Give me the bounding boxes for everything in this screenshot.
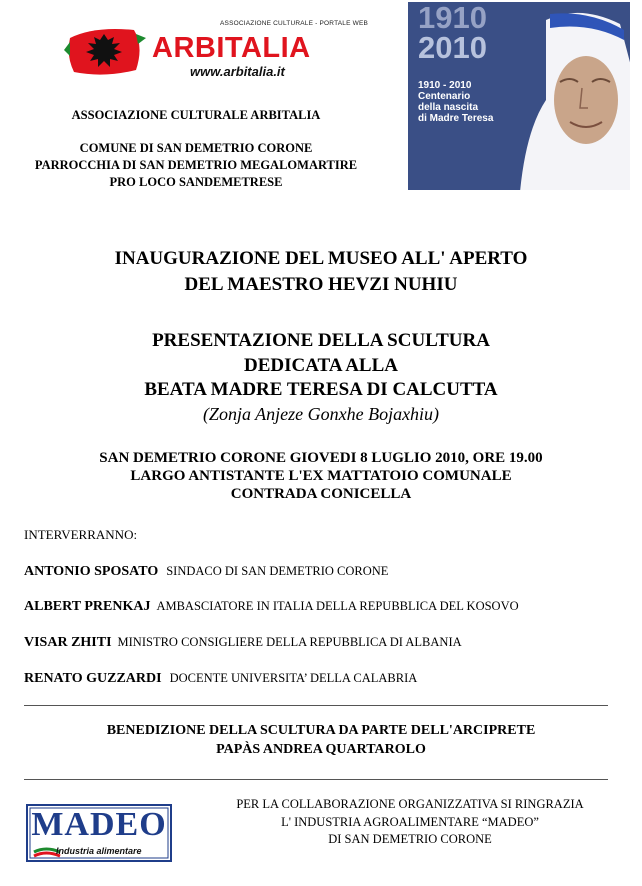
speaker-row xyxy=(24,669,417,687)
thanks-line: DI SAN DEMETRIO CORONE xyxy=(328,832,492,846)
thanks-line: L' INDUSTRIA AGROALIMENTARE “MADEO” xyxy=(281,815,539,829)
event-place-line: LARGO ANTISTANTE L'EX MATTATOIO COMUNALE xyxy=(130,468,512,484)
speaker-row xyxy=(24,562,388,580)
poster-caption-line: della nascita xyxy=(418,102,479,113)
blessing-line: BENEDIZIONE DELLA SCULTURA DA PARTE DELL'ARCIPRETE xyxy=(106,723,536,738)
event-date-line: SAN DEMETRIO CORONE GIOVEDI 8 LUGLIO 2010, ORE 19.00 xyxy=(99,450,543,466)
organizer-line: COMUNE DI SAN DEMETRIO CORONE xyxy=(79,141,313,155)
logo-url[interactable]: www.arbitalia.it xyxy=(190,64,285,79)
speaker-role: SINDACO DI SAN DEMETRIO CORONE xyxy=(166,564,389,578)
poster-caption-line: Centenario xyxy=(418,91,471,102)
logo-name: ARBITALIA xyxy=(152,32,311,64)
logo-association-line: ASSOCIAZIONE CULTURALE - PORTALE WEB xyxy=(220,20,369,27)
madeo-logo-tagline: Industria alimentare xyxy=(56,846,142,856)
speakers-heading: INTERVERRANNO: xyxy=(24,527,138,542)
speaker-role: DOCENTE UNIVERSITA’ DELLA CALABRIA xyxy=(169,671,418,685)
title-line: BEATA MADRE TERESA DI CALCUTTA xyxy=(144,379,498,400)
madeo-logo-name: MADEO xyxy=(31,806,167,843)
speaker-name: ALBERT PRENKAJ xyxy=(24,599,151,614)
poster-caption-line: di Madre Teresa xyxy=(418,113,494,124)
speaker-row xyxy=(24,597,519,615)
blessing-line: PAPÀS ANDREA QUARTAROLO xyxy=(216,742,426,757)
speaker-name: RENATO GUZZARDI xyxy=(24,671,162,686)
organizer-line: PARROCCHIA DI SAN DEMETRIO MEGALOMARTIRE xyxy=(34,158,358,172)
speaker-role: MINISTRO CONSIGLIERE DELLA REPUBBLICA DI ALBANIA xyxy=(117,635,462,649)
organizer-line: PRO LOCO SANDEMETRESE xyxy=(109,175,283,189)
arbitalia-logo xyxy=(62,6,369,92)
title-line: PRESENTAZIONE DELLA SCULTURA xyxy=(152,330,490,351)
mother-teresa-portrait xyxy=(520,10,630,190)
title-line: DEDICATA ALLA xyxy=(244,355,398,376)
poster-year-top: 1910 xyxy=(418,2,487,35)
speaker-role: AMBASCIATORE IN ITALIA DELLA REPUBBLICA DEL KOSOVO xyxy=(156,599,519,613)
event-area-line: CONTRADA CONICELLA xyxy=(230,486,412,502)
thanks-line: PER LA COLLABORAZIONE ORGANIZZATIVA SI RINGRAZIA xyxy=(236,797,584,811)
speaker-row xyxy=(24,633,462,651)
speaker-name: ANTONIO SPOSATO xyxy=(24,564,159,579)
madeo-logo xyxy=(26,804,172,862)
poster-year-bottom: 2010 xyxy=(418,30,487,65)
divider xyxy=(24,705,608,706)
centenary-poster xyxy=(408,2,630,190)
title-line: DEL MAESTRO HEVZI NUHIU xyxy=(184,274,458,295)
speaker-name: VISAR ZHITI xyxy=(24,635,112,650)
albanian-flag-eagle-icon xyxy=(64,20,146,82)
poster-caption-line: 1910 - 2010 xyxy=(418,80,472,91)
divider xyxy=(24,779,608,780)
title-line: INAUGURAZIONE DEL MUSEO ALL' APERTO xyxy=(114,248,528,269)
organizer-line: ASSOCIAZIONE CULTURALE ARBITALIA xyxy=(71,108,321,122)
subtitle-albanian-name: (Zonja Anjeze Gonxhe Bojaxhiu) xyxy=(202,404,440,424)
